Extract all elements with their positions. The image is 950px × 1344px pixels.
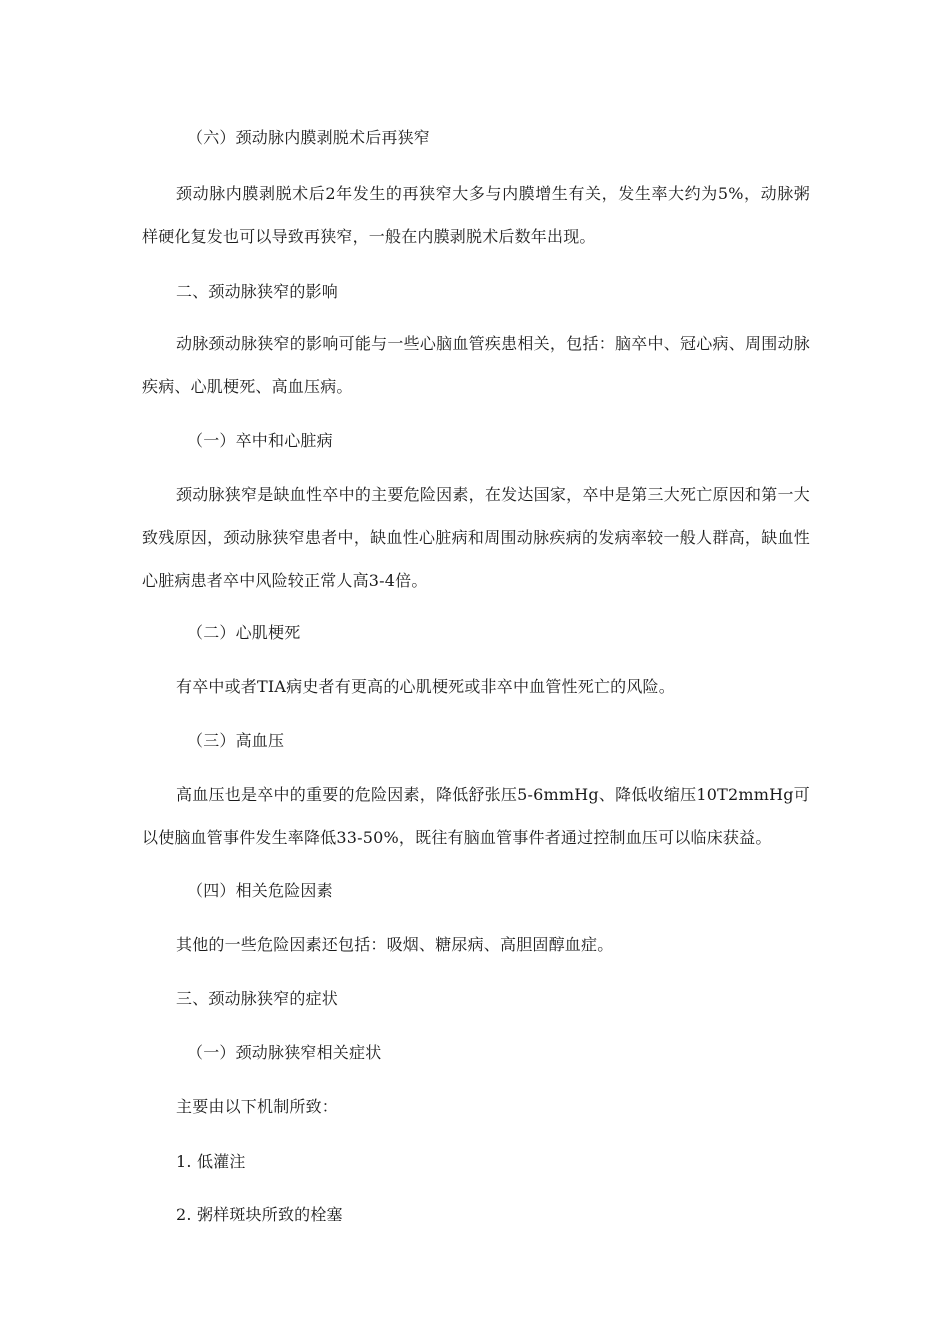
heading-symptoms: 三、颈动脉狭窄的症状 [176, 989, 339, 1008]
subheading-restenosis: （六）颈动脉内膜剥脱术后再狭窄 [187, 128, 431, 147]
paragraph-stenosis-effects: 动脉颈动脉狭窄的影响可能与一些心脑血管疾患相关，包括：脑卒中、冠心病、周围动脉疾病、心肌梗死、高血压病。 [142, 334, 810, 396]
subheading-risk-factors: （四）相关危险因素 [187, 881, 333, 900]
subheading-stroke-heart: （一）卒中和心脏病 [187, 431, 333, 450]
list-item-embolism: 2. 粥样斑块所致的栓塞 [176, 1205, 343, 1224]
subheading-hypertension: （三）高血压 [187, 731, 285, 750]
paragraph-mi: 有卒中或者TIA病史者有更高的心肌梗死或非卒中血管性死亡的风险。 [176, 677, 675, 696]
heading-stenosis-effects: 二、颈动脉狭窄的影响 [176, 282, 339, 301]
subheading-related-symptoms: （一）颈动脉狭窄相关症状 [187, 1043, 382, 1062]
paragraph-risk-factors: 其他的一些危险因素还包括：吸烟、糖尿病、高胆固醇血症。 [176, 935, 614, 954]
paragraph-stroke-heart: 颈动脉狭窄是缺血性卒中的主要危险因素，在发达国家，卒中是第三大死亡原因和第一大致残原因，颈动脉狭窄患者中，缺血性心脏病和周围动脉疾病的发病率较一般人群高，缺血性心脏病患者卒中风险较正常人高3-4倍。 [142, 485, 810, 590]
paragraph-hypertension: 高血压也是卒中的重要的危险因素，降低舒张压5-6mmHg、降低收缩压10T2mmHg可以使脑血管事件发生率降低33-50%，既往有脑血管事件者通过控制血压可以临床获益。 [142, 785, 810, 847]
subheading-mi: （二）心肌梗死 [187, 623, 301, 642]
paragraph-mechanisms: 主要由以下机制所致： [176, 1097, 339, 1116]
paragraph-restenosis: 颈动脉内膜剥脱术后2年发生的再狭窄大多与内膜增生有关，发生率大约为5%，动脉粥样硬化复发也可以导致再狭窄，一般在内膜剥脱术后数年出现。 [142, 184, 810, 246]
list-item-hypoperfusion: 1. 低灌注 [176, 1152, 246, 1171]
